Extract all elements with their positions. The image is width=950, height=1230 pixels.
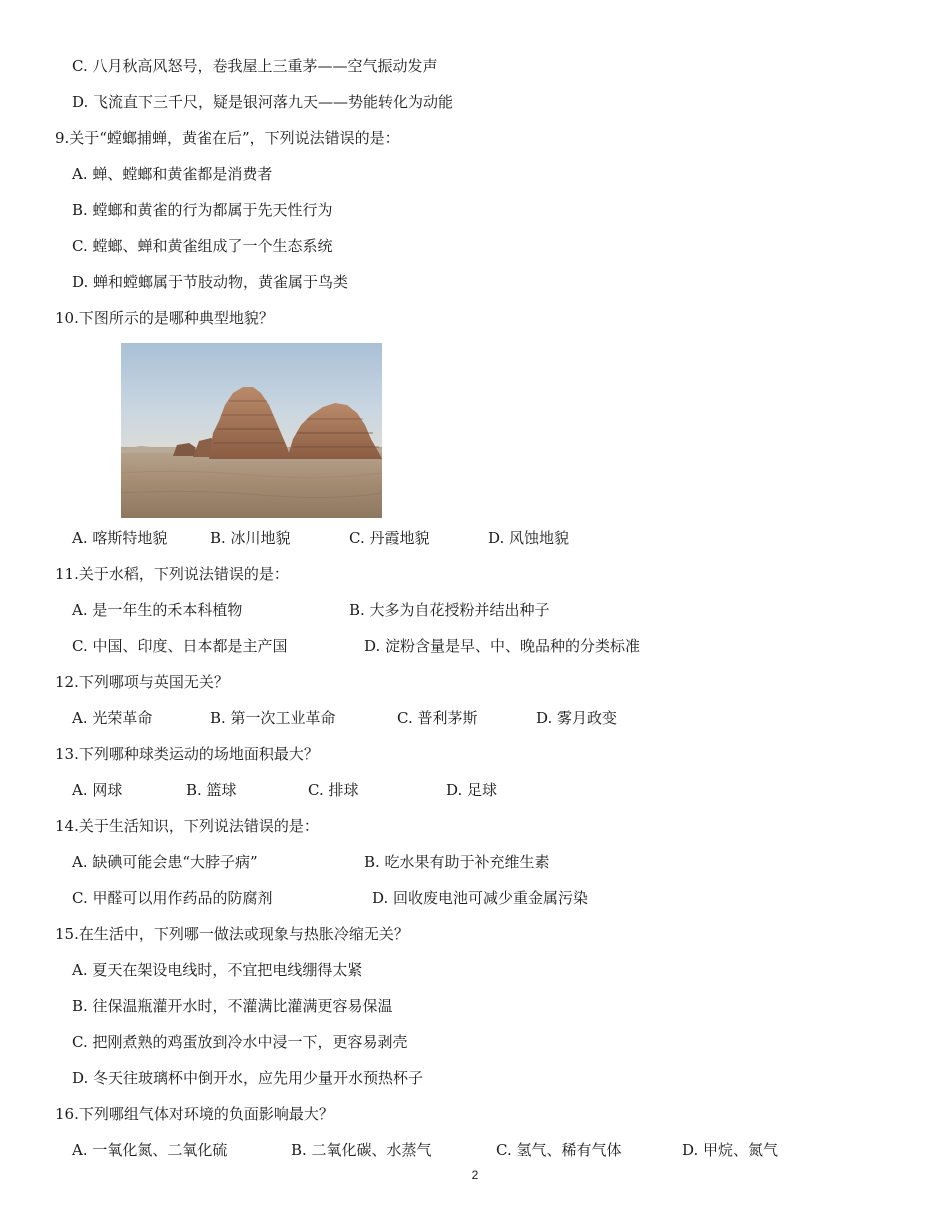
q14-option-c: C. 甲醛可以用作药品的防腐剂	[72, 889, 273, 907]
q9-option-b: B. 螳螂和黄雀的行为都属于先天性行为	[72, 201, 333, 219]
q15-option-a: A. 夏天在架设电线时，不宜把电线绷得太紧	[72, 961, 363, 979]
q10-option-c: C. 丹霞地貌	[349, 529, 430, 547]
q11-stem: 11.关于水稻，下列说法错误的是：	[55, 565, 289, 583]
q12-option-d: D. 雾月政变	[536, 709, 618, 727]
q8-option-d: D. 飞流直下三千尺，疑是银河落九天——势能转化为动能	[72, 93, 454, 111]
q16-option-c: C. 氢气、稀有气体	[496, 1141, 622, 1159]
q13-option-b: B. 篮球	[186, 781, 237, 799]
q14-stem: 14.关于生活知识，下列说法错误的是：	[55, 817, 319, 835]
q9-option-c: C. 螳螂、蝉和黄雀组成了一个生态系统	[72, 237, 333, 255]
q16-option-d: D. 甲烷、氮气	[682, 1141, 779, 1159]
q13-option-a: A. 网球	[72, 781, 123, 799]
q10-option-a: A. 喀斯特地貌	[72, 529, 168, 547]
q9-option-d: D. 蝉和螳螂属于节肢动物，黄雀属于鸟类	[72, 273, 349, 291]
q10-option-b: B. 冰川地貌	[210, 529, 291, 547]
page-number: 2	[471, 1168, 479, 1182]
q10-stem: 10.下图所示的是哪种典型地貌？	[55, 309, 274, 327]
q14-option-d: D. 回收废电池可减少重金属污染	[372, 889, 589, 907]
q16-option-a: A. 一氧化氮、二氧化硫	[72, 1141, 228, 1159]
q14-option-b: B. 吃水果有助于补充维生素	[364, 853, 550, 871]
q12-option-c: C. 普利茅斯	[397, 709, 478, 727]
q12-stem: 12.下列哪项与英国无关？	[55, 673, 229, 691]
q11-option-d: D. 淀粉含量是早、中、晚品种的分类标准	[364, 637, 641, 655]
q13-option-d: D. 足球	[446, 781, 498, 799]
q16-option-b: B. 二氧化碳、水蒸气	[291, 1141, 432, 1159]
q11-option-a: A. 是一年生的禾本科植物	[72, 601, 243, 619]
q12-option-a: A. 光荣革命	[72, 709, 153, 727]
q8-option-c: C. 八月秋高风怒号，卷我屋上三重茅——空气振动发声	[72, 57, 438, 75]
q11-option-c: C. 中国、印度、日本都是主产国	[72, 637, 288, 655]
q15-option-b: B. 往保温瓶灌开水时，不灌满比灌满更容易保温	[72, 997, 393, 1015]
landform-photo	[121, 343, 382, 518]
q10-option-d: D. 风蚀地貌	[488, 529, 570, 547]
q16-stem: 16.下列哪组气体对环境的负面影响最大？	[55, 1105, 334, 1123]
q9-stem: 9.关于“螳螂捕蝉，黄雀在后”，下列说法错误的是：	[55, 129, 400, 147]
q9-option-a: A. 蝉、螳螂和黄雀都是消费者	[72, 165, 273, 183]
q14-option-a: A. 缺碘可能会患“大脖子病”	[72, 853, 258, 871]
q13-option-c: C. 排球	[308, 781, 359, 799]
q15-option-d: D. 冬天往玻璃杯中倒开水，应先用少量开水预热杯子	[72, 1069, 424, 1087]
q13-stem: 13.下列哪种球类运动的场地面积最大？	[55, 745, 319, 763]
q15-stem: 15.在生活中，下列哪一做法或现象与热胀冷缩无关？	[55, 925, 409, 943]
q12-option-b: B. 第一次工业革命	[210, 709, 336, 727]
q11-option-b: B. 大多为自花授粉并结出种子	[349, 601, 550, 619]
q15-option-c: C. 把刚煮熟的鸡蛋放到冷水中浸一下，更容易剥壳	[72, 1033, 408, 1051]
